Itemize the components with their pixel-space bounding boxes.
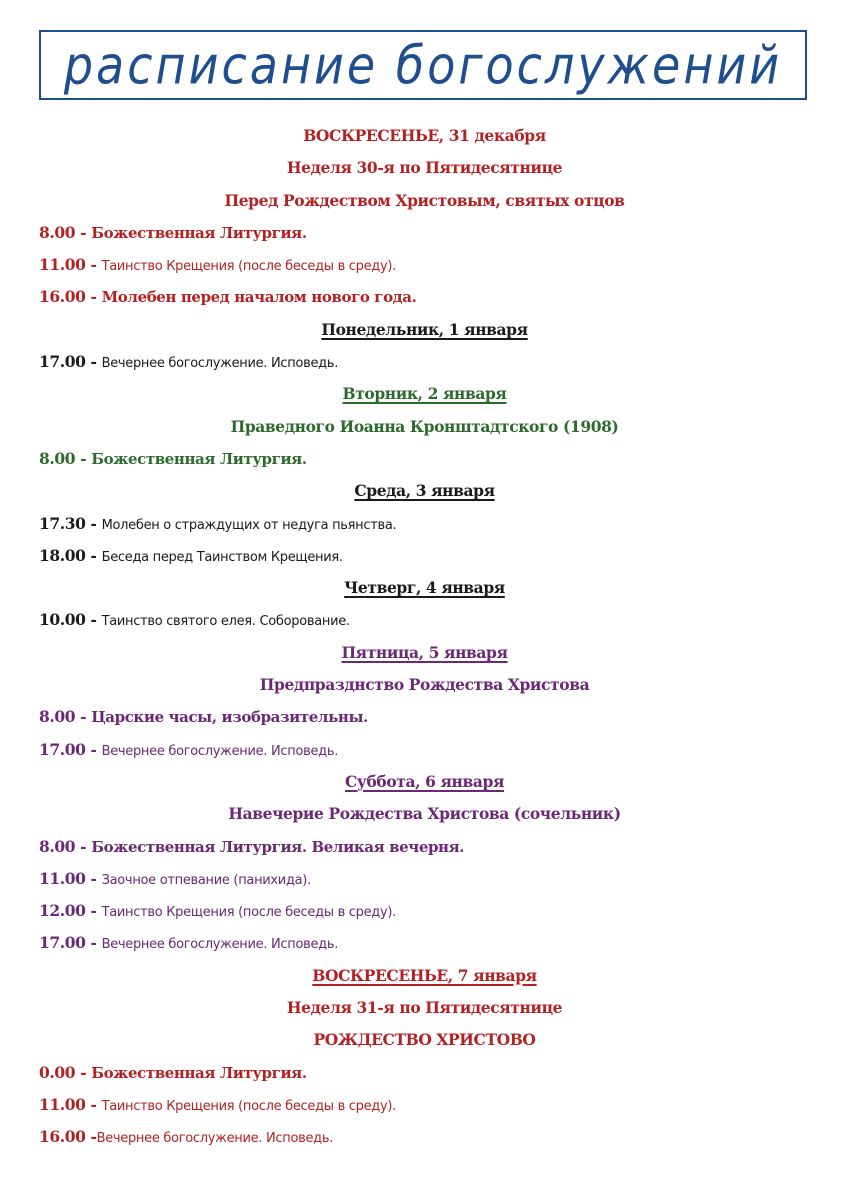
schedule: [0, 120, 849, 1154]
schedule-entry: [0, 443, 849, 475]
schedule-entry: [0, 927, 849, 959]
entry-text: Таинство Крещения (после беседы в среду).: [101, 259, 396, 275]
entry-text: Вечернее богослужение. Исповедь.: [101, 743, 339, 759]
day-date: ВОСКРЕСЕНЬЕ, 7 января: [312, 965, 537, 985]
entry-time: 17.00: [39, 352, 86, 372]
entry-time: 17.00: [39, 933, 86, 953]
entry-separator: -: [85, 610, 102, 630]
entry-time: 0.00: [39, 1062, 76, 1082]
schedule-entry: [0, 249, 849, 281]
entry-text: Божественная Литургия.: [91, 223, 307, 242]
entry-separator: -: [85, 287, 102, 307]
schedule-entry: [0, 508, 849, 540]
entry-text: Молебен о страждущих от недуга пьянства.: [101, 517, 397, 533]
entry-text: Вечернее богослужение. Исповедь.: [96, 1131, 334, 1147]
day-date: Понедельник, 1 января: [321, 319, 528, 339]
day-date: ВОСКРЕСЕНЬЕ, 31 декабря: [303, 126, 546, 145]
schedule-entry: [0, 540, 849, 572]
entry-text: Божественная Литургия.: [91, 1063, 307, 1082]
entry-time: 16.00: [39, 287, 86, 307]
entry-time: 8.00: [39, 222, 76, 242]
entry-separator: -: [85, 739, 102, 759]
entry-separator: -: [85, 513, 102, 533]
entry-time: 17.00: [39, 739, 86, 759]
schedule-entry: [0, 217, 849, 249]
entry-separator: -: [85, 1094, 102, 1114]
entry-separator: -: [85, 352, 102, 372]
entry-separator: -: [75, 707, 92, 727]
schedule-entry: [0, 701, 849, 733]
entry-separator: -: [85, 901, 102, 921]
entry-separator: -: [75, 448, 92, 468]
day-date: Четверг, 4 января: [344, 578, 505, 598]
day-date: Суббота, 6 января: [345, 771, 504, 791]
entry-text: Вечернее богослужение. Исповедь.: [101, 356, 339, 372]
schedule-entry: [0, 734, 849, 766]
page-title: расписание богослужений: [63, 33, 783, 97]
day-subtitle: Перед Рождеством Христовым, святых отцов: [224, 190, 625, 210]
schedule-entry: [0, 895, 849, 927]
day-subtitle: Праведного Иоанна Кронштадтского (1908): [230, 416, 619, 436]
entry-time: 8.00: [39, 448, 76, 468]
entry-text: Божественная Литургия. Великая вечерня.: [91, 837, 465, 856]
schedule-entry: [0, 831, 849, 863]
schedule-header-frame: [39, 30, 807, 100]
entry-text: Беседа перед Таинством Крещения.: [101, 549, 343, 565]
entry-time: 11.00: [39, 1094, 86, 1114]
entry-text: Божественная Литургия.: [91, 449, 307, 468]
day-subtitle: РОЖДЕСТВО ХРИСТОВО: [313, 1030, 536, 1050]
schedule-entry: [0, 346, 849, 378]
entry-text: Таинство Крещения (после беседы в среду).: [101, 1098, 396, 1114]
entry-time: 18.00: [39, 545, 86, 565]
entry-separator: -: [85, 868, 102, 888]
entry-time: 11.00: [39, 868, 86, 888]
entry-separator: -: [75, 836, 92, 856]
schedule-entry: [0, 1057, 849, 1089]
day-date: Пятница, 5 января: [341, 642, 508, 662]
schedule-entry: [0, 604, 849, 636]
entry-separator: -: [85, 545, 102, 565]
entry-text: Заочное отпевание (панихида).: [101, 872, 311, 888]
entry-time: 12.00: [39, 901, 86, 921]
entry-separator: -: [85, 1127, 97, 1147]
entry-text: Таинство святого елея. Соборование.: [101, 614, 350, 630]
entry-time: 11.00: [39, 255, 86, 275]
entry-time: 17.30: [39, 513, 86, 533]
schedule-entry: [0, 863, 849, 895]
entry-separator: -: [75, 222, 92, 242]
entry-time: 16.00: [39, 1127, 86, 1147]
entry-text: Молебен перед началом нового года.: [101, 288, 417, 307]
day-subtitle: Неделя 30-я по Пятидесятнице: [286, 158, 563, 178]
entry-separator: -: [85, 255, 102, 275]
day-date: Среда, 3 января: [354, 481, 495, 501]
day-subtitle: Навечерие Рождества Христова (сочельник): [228, 804, 621, 824]
schedule-entry: [0, 1089, 849, 1121]
day-date: Вторник, 2 января: [342, 384, 507, 404]
schedule-entry: [0, 1121, 849, 1153]
entry-text: Таинство Крещения (после беседы в среду).: [101, 905, 396, 921]
entry-text: Вечернее богослужение. Исповедь.: [101, 937, 339, 953]
entry-text: Царские часы, изобразительны.: [91, 708, 368, 727]
entry-separator: -: [85, 933, 102, 953]
day-subtitle: Предпразднство Рождества Христова: [259, 675, 590, 695]
day-subtitle: Неделя 31-я по Пятидесятнице: [286, 998, 563, 1018]
entry-time: 8.00: [39, 707, 76, 727]
entry-time: 10.00: [39, 610, 86, 630]
entry-time: 8.00: [39, 836, 76, 856]
entry-separator: -: [75, 1062, 92, 1082]
schedule-entry: [0, 281, 849, 313]
